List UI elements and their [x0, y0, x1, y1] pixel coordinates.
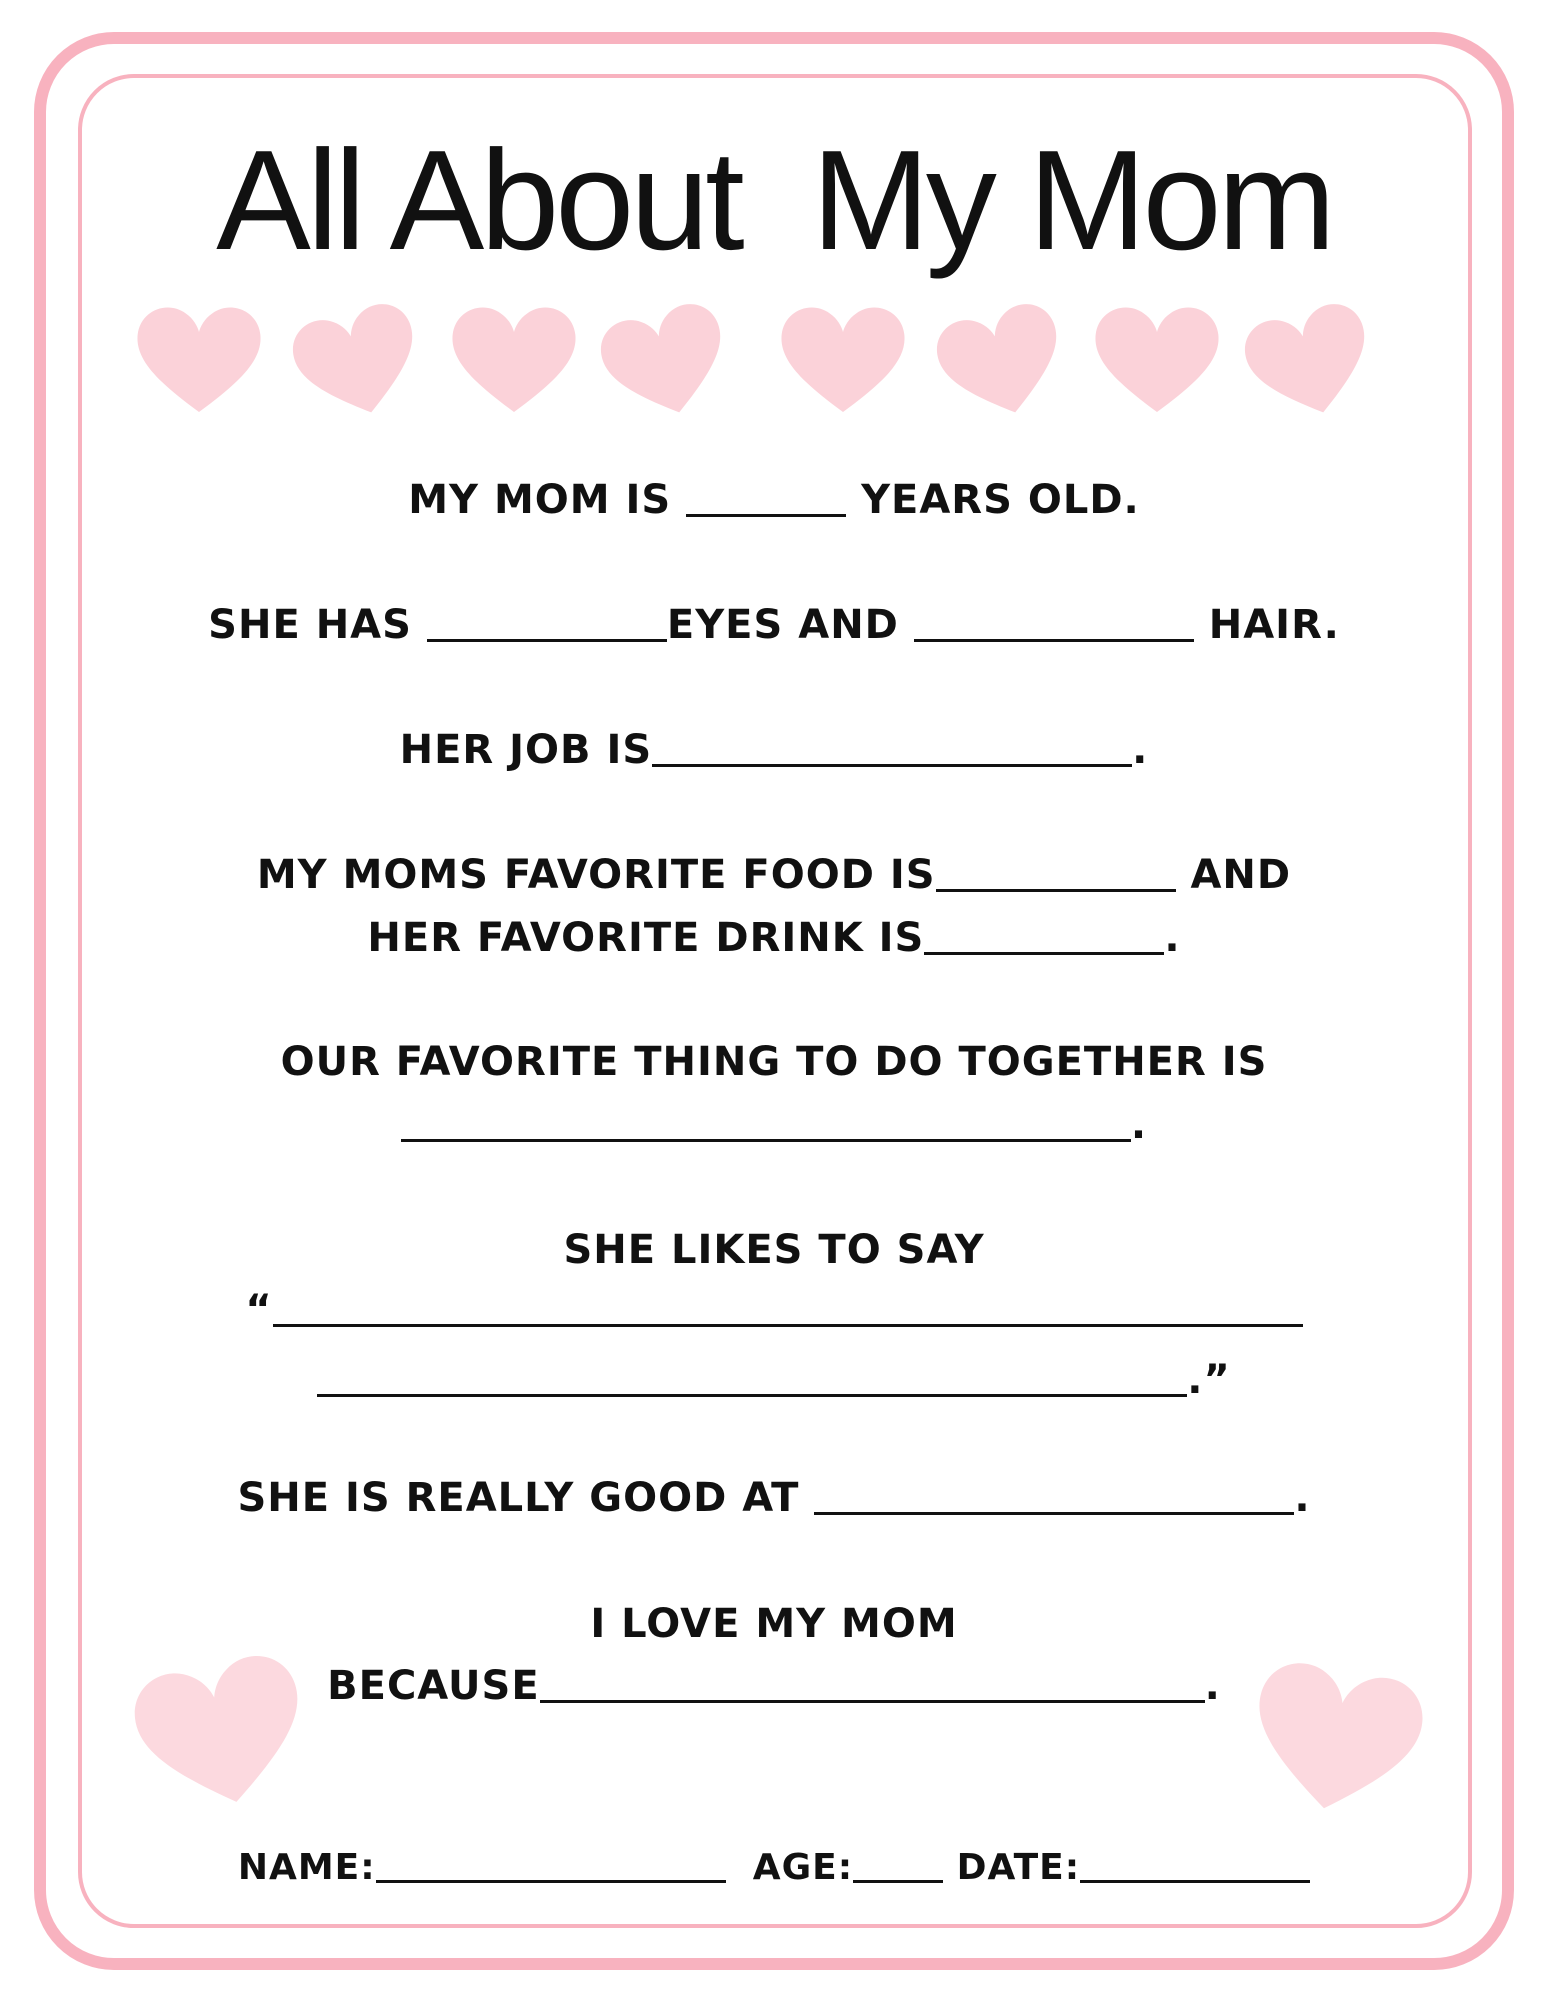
good-pre: SHE IS REALLY GOOD AT [237, 1475, 800, 1521]
quote-close: .” [1187, 1357, 1231, 1403]
date-label: DATE: [956, 1847, 1081, 1888]
say-heading: SHE LIKES TO SAY [563, 1227, 985, 1273]
heart-icon [1086, 300, 1228, 420]
name-blank[interactable] [376, 1846, 726, 1883]
quote-blank-2[interactable] [317, 1360, 1187, 1397]
heart-icon [443, 300, 585, 420]
heart-icon [1240, 304, 1380, 422]
thing-post: . [1130, 1102, 1148, 1148]
job-blank[interactable] [652, 730, 1132, 767]
heart-icon [288, 304, 428, 422]
good-post: . [1294, 1475, 1311, 1521]
quote-line-2 [0, 1357, 1548, 1403]
job-pre: HER JOB IS [399, 727, 653, 773]
age-pre: MY MOM IS [408, 477, 672, 523]
food-line [0, 852, 1548, 898]
age-field-blank[interactable] [853, 1846, 943, 1883]
heart-icon [128, 300, 270, 420]
eye-color-blank[interactable] [427, 605, 667, 642]
hair-color-blank[interactable] [914, 605, 1194, 642]
love-heading: I LOVE MY MOM [590, 1601, 958, 1647]
age-post: YEARS OLD. [861, 477, 1140, 523]
food-pre: MY MOMS FAVORITE FOOD IS [256, 852, 936, 898]
quote-line-1 [0, 1287, 1548, 1333]
date-blank[interactable] [1080, 1846, 1310, 1883]
thing-blank[interactable] [401, 1105, 1131, 1142]
because-blank[interactable] [540, 1666, 1205, 1703]
heart-icon [596, 304, 736, 422]
drink-post: . [1164, 915, 1181, 961]
age-line [0, 477, 1548, 523]
name-label: NAME: [237, 1847, 376, 1888]
page-title: All About My Mom [216, 121, 1332, 280]
eyes-pre: SHE HAS [208, 602, 412, 648]
eyes-line [0, 602, 1548, 648]
quote-open: “ [245, 1287, 273, 1333]
job-line [0, 727, 1548, 773]
food-blank[interactable] [936, 855, 1176, 892]
job-post: . [1132, 727, 1149, 773]
heart-icon [932, 304, 1072, 422]
good-line [0, 1475, 1548, 1521]
because-line [0, 1663, 1548, 1709]
drink-pre: HER FAVORITE DRINK IS [367, 915, 925, 961]
quote-blank-1[interactable] [273, 1290, 1303, 1327]
signature-line [0, 1846, 1548, 1886]
eyes-post: HAIR. [1208, 602, 1340, 648]
because-post: . [1204, 1663, 1221, 1709]
because-pre: BECAUSE [327, 1663, 540, 1709]
heart-icon [772, 300, 914, 420]
drink-line [0, 915, 1548, 961]
thing-heading: OUR FAVORITE THING TO DO TOGETHER IS [280, 1039, 1268, 1085]
thing-line [0, 1102, 1548, 1148]
eyes-mid: EYES AND [666, 602, 899, 648]
age-label: AGE: [752, 1847, 854, 1888]
drink-blank[interactable] [924, 918, 1164, 955]
age-blank[interactable] [686, 480, 846, 517]
food-post: AND [1190, 852, 1292, 898]
good-blank[interactable] [814, 1478, 1294, 1515]
